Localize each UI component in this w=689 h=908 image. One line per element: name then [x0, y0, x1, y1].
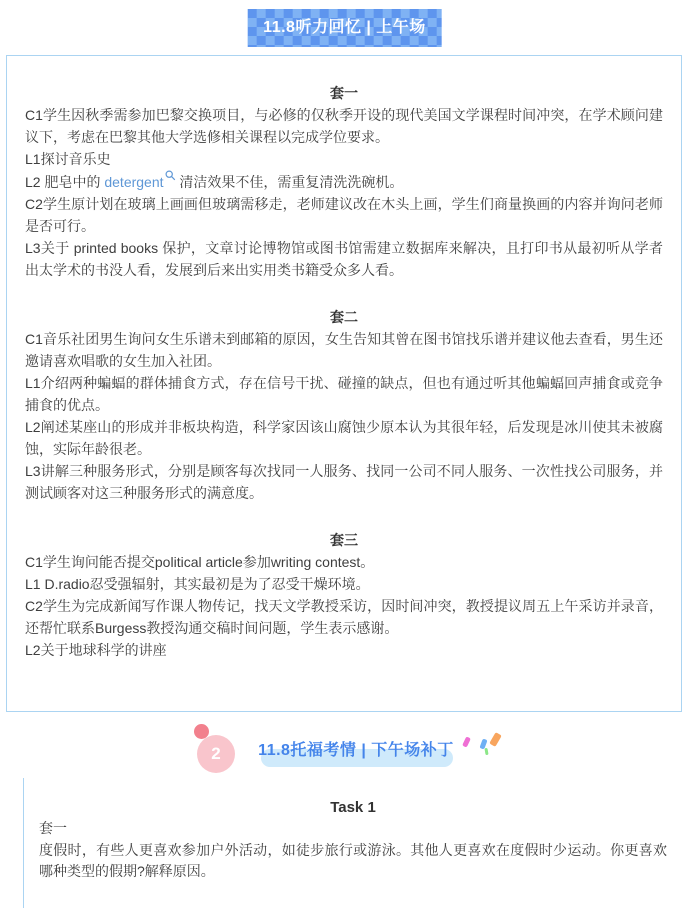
listening-recall-box — [6, 55, 682, 712]
banner1-title: 11.8听力回忆 | 上午场 — [263, 19, 426, 36]
magnifier-icon — [165, 170, 176, 181]
morning-session-banner — [247, 9, 442, 47]
section-title-set2: 套二 — [330, 309, 358, 325]
recall-item-detergent — [25, 170, 663, 193]
section-title-set1: 套一 — [330, 85, 358, 101]
recall-item: L2关于地球科学的讲座 — [25, 642, 167, 658]
confetti-green-icon — [484, 748, 488, 755]
recall-item: L1 D.radio忍受强辐射，其实最初是为了忍受干燥环境。 — [25, 576, 370, 592]
detergent-link-label: detergent — [104, 174, 164, 190]
recall-item: L3讲解三种服务形式，分别是顾客每次找同一人服务、找同一公司不同人服务、一次性找公司服务，并测试顾客对这三种服务形式的满意度。 — [25, 463, 663, 501]
section-number: 2 — [211, 744, 221, 763]
recall-item: C2学生为完成新闻写作课人物传记，找天文学教授采访，因时间冲突，教授提议周五上午采访并录音，还帮忙联系Burgess教授沟通交稿时间问题，学生表示感谢。 — [25, 598, 663, 636]
section-title-set3: 套三 — [330, 532, 358, 548]
confetti-orange-icon — [489, 732, 502, 747]
recall-item: L3关于 printed books 保护，文章讨论博物馆或图书馆需建立数据库来解决，且打印书从最初听从学者出太学术的书没人看，发展到后来出实用类书籍受众多人看。 — [25, 240, 663, 278]
task1-heading: Task 1 — [330, 799, 376, 816]
recall-item: C1音乐社团男生询问女生乐谱未到邮箱的原因，女生告知其曾在图书馆找乐谱并建议他去查看，男生还邀请喜欢唱歌的女生加入社团。 — [25, 331, 663, 369]
detergent-link[interactable] — [104, 174, 175, 190]
recall-item: C1学生询问能否提交political article参加writing contest。 — [25, 554, 375, 570]
recall-item-suffix: 清洁效果不佳，需重复清洗洗碗机。 — [175, 174, 404, 190]
confetti-pink-icon — [462, 736, 471, 747]
recall-item: L1介绍两种蝙蝠的群体捕食方式，存在信号干扰、碰撞的缺点，但也有通过听其他蝙蝠回声捕食或竞争捕食的优点。 — [25, 375, 663, 413]
recall-item: C1学生因秋季需参加巴黎交换项目，与必修的仅秋季开设的现代美国文学课程时间冲突，在学术顾问建议下，考虑在巴黎其他大学选修相关课程以完成学位要求。 — [25, 107, 663, 145]
afternoon-session-title: 11.8托福考情 | 下午场补丁 — [258, 742, 454, 759]
task1-box — [23, 778, 682, 908]
recall-item: C2学生原计划在玻璃上画画但玻璃需移走，老师建议改在木头上画，学生们商量换画的内容并询问老师是否可行。 — [25, 196, 663, 234]
recall-item: L1探讨音乐史 — [25, 151, 111, 167]
task1-prompt: 度假时，有些人更喜欢参加户外活动，如徒步旅行或游泳。其他人更喜欢在度假时少运动。你更喜欢哪种类型的假期?解释原因。 — [39, 841, 667, 879]
section-number-badge — [197, 735, 235, 773]
recall-item-prefix: L2 肥皂中的 — [25, 174, 105, 190]
task1-set-label: 套一 — [39, 820, 67, 836]
recall-item: L2阐述某座山的形成并非板块构造，科学家因该山腐蚀少原本认为其很年轻，后发现是冰川使其未被腐蚀，实际年龄很老。 — [25, 419, 663, 457]
